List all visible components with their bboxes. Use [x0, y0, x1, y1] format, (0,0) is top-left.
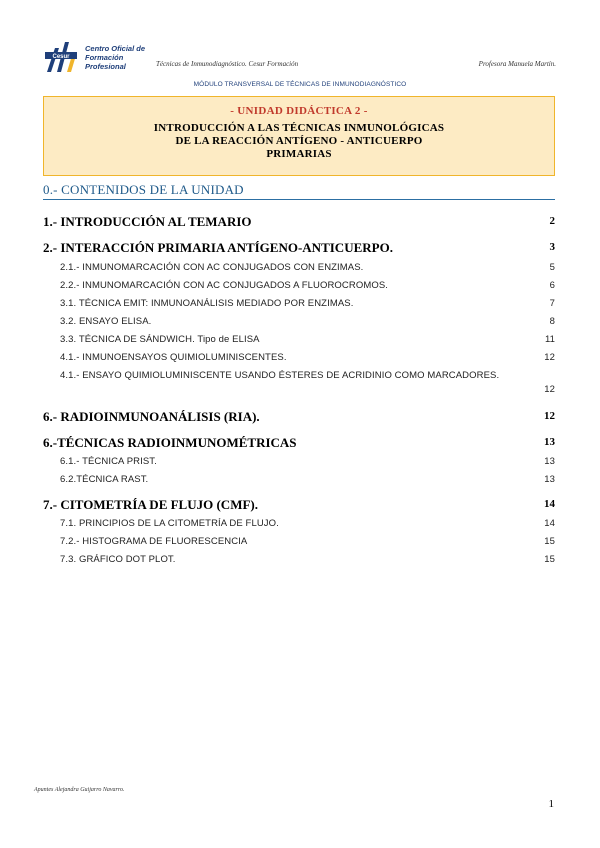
- toc-entry-title: 7.- CITOMETRÍA DE FLUJO (CMF).: [43, 497, 258, 512]
- toc-entry-page: 12: [544, 352, 555, 363]
- toc-entry-title: 3.2. ENSAYO ELISA.: [60, 316, 152, 327]
- footer-author: Apuntes Alejandra Guijarro Navarro.: [34, 787, 125, 793]
- toc-entry-title: 4.1.- ENSAYO QUIMIOLUMINISCENTE USANDO ÉSTERES DE ACRIDINIO COMO MARCADORES.: [60, 370, 500, 381]
- toc-entry-page: 14: [544, 498, 555, 510]
- toc-entry-title: 3.3. TÉCNICA DE SÁNDWICH. Tipo de ELISA: [60, 334, 260, 345]
- toc-entry-page: 13: [544, 456, 555, 467]
- cesur-logo-icon: [45, 38, 79, 72]
- unit-title-line1: INTRODUCCIÓN A LAS TÉCNICAS INMUNOLÓGICAS: [153, 122, 445, 134]
- header-course: Técnicas de Inmunodiagnóstico. Cesur Formación: [156, 60, 299, 68]
- toc-entry-title: 6.1.- TÉCNICA PRIST.: [60, 456, 157, 467]
- unit-title-line2: DE LA REACCIÓN ANTÍGENO - ANTICUERPO: [175, 135, 423, 147]
- unit-title-line3: PRIMARIAS: [266, 148, 332, 160]
- page-number: 1: [548, 798, 554, 810]
- toc-entry-page: 14: [544, 518, 555, 529]
- toc-entry-title: 7.1. PRINCIPIOS DE LA CITOMETRÍA DE FLUJO.: [60, 518, 279, 529]
- header-teacher: Profesora Manuela Martín.: [478, 60, 556, 68]
- unit-number: - UNIDAD DIDÁCTICA 2 -: [230, 105, 368, 117]
- toc-entry-title: 2.1.- INMUNOMARCACIÓN CON AC CONJUGADOS CON ENZIMAS.: [60, 262, 364, 273]
- toc-entry-page: 12: [544, 384, 555, 395]
- toc-entry-page: 13: [544, 436, 555, 448]
- logo-line1: Centro Oficial de: [85, 44, 146, 53]
- toc-entry-page: 6: [549, 280, 555, 291]
- cesur-logo: [45, 38, 165, 72]
- toc-entry-title: 2.- INTERACCIÓN PRIMARIA ANTÍGENO-ANTICUERPO.: [43, 240, 393, 255]
- contents-heading: 0.- CONTENIDOS DE LA UNIDAD: [43, 182, 555, 200]
- toc-entry-page: 11: [544, 334, 555, 345]
- toc-entry-title: 4.1.- INMUNOENSAYOS QUIMIOLUMINISCENTES.: [60, 352, 287, 363]
- toc-entry-title: 1.- INTRODUCCIÓN AL TEMARIO: [43, 214, 252, 229]
- toc-entry-title: 7.3. GRÁFICO DOT PLOT.: [60, 554, 176, 565]
- toc-entry-title: 7.2.- HISTOGRAMA DE FLUORESCENCIA: [60, 536, 248, 547]
- toc-entry-page: 5: [549, 262, 555, 273]
- logo-caption: [85, 44, 165, 71]
- module-title: MÓDULO TRANSVERSAL DE TÉCNICAS DE INMUNODIAGNÓSTICO: [193, 81, 407, 88]
- toc-entry-page: 12: [544, 410, 555, 422]
- unit-banner: [43, 96, 555, 176]
- logo-line2: Formación Profesional: [85, 53, 126, 71]
- toc-entry-title: 3.1. TÉCNICA EMIT: INMUNOANÁLISIS MEDIADO POR ENZIMAS.: [60, 298, 354, 309]
- unit-title: [44, 122, 554, 161]
- toc-entry-page: 8: [549, 316, 555, 327]
- toc-entry-title: 6.- RADIOINMUNOANÁLISIS (RIA).: [43, 409, 260, 424]
- toc-entry-title: 2.2.- INMUNOMARCACIÓN CON AC CONJUGADOS A FLUOROCROMOS.: [60, 280, 389, 291]
- toc-entry-page: 3: [549, 241, 555, 253]
- toc-entry-page: 13: [544, 474, 555, 485]
- toc-entry-page: 7: [549, 298, 555, 309]
- toc-entry-page: 15: [544, 554, 555, 565]
- toc-entry-page: 15: [544, 536, 555, 547]
- toc-entry-title: 6.-TÉCNICAS RADIOINMUNOMÉTRICAS: [43, 435, 297, 450]
- toc-entry-title: 6.2.TÉCNICA RAST.: [60, 474, 149, 485]
- logo-brand: Cesur: [52, 54, 70, 60]
- toc-entry-page: 2: [549, 215, 555, 227]
